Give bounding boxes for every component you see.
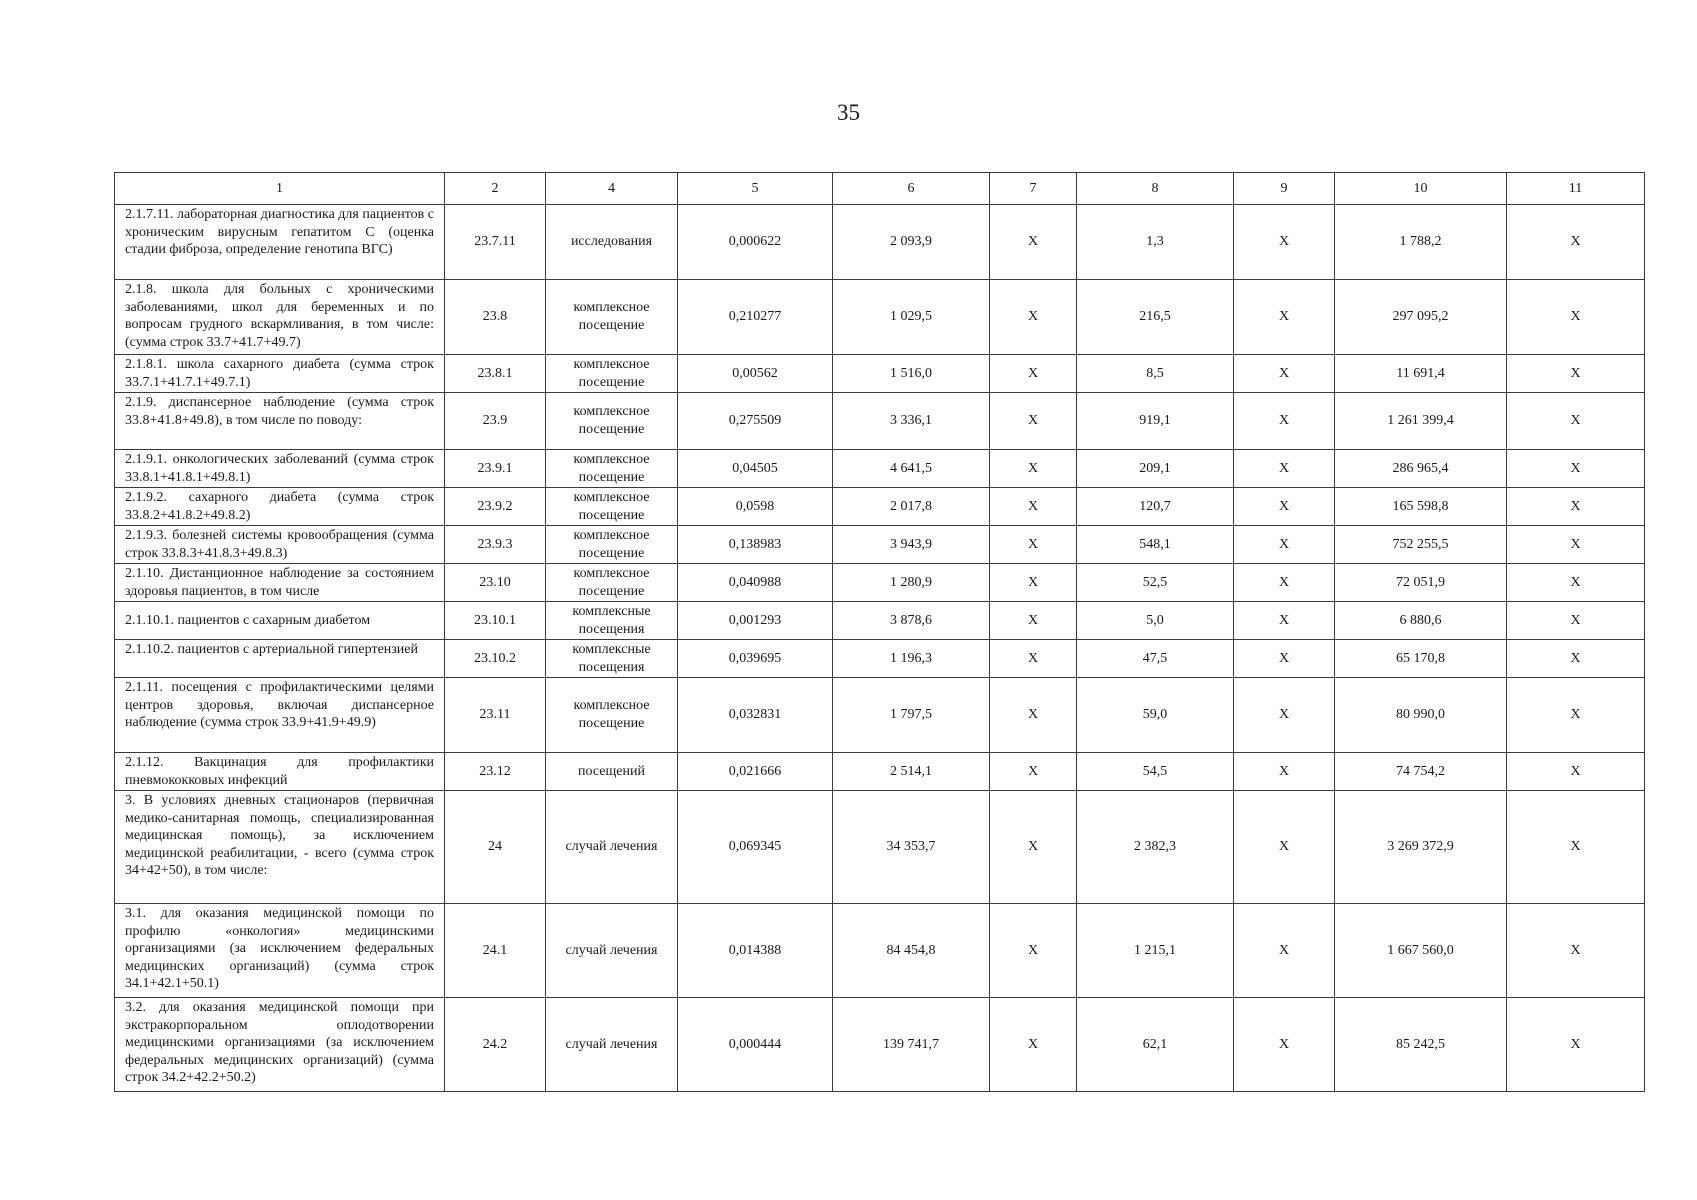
row-description: 2.1.10. Дистанционное наблюдение за состоянием здоровья пациентов, в том числе	[115, 564, 445, 602]
column-header: 9	[1234, 173, 1335, 205]
cell-col11: Х	[1507, 355, 1645, 393]
table-row	[115, 450, 1645, 488]
row-code: 24	[445, 791, 546, 904]
row-unit: случай лечения	[546, 791, 678, 904]
cell-col8: 2 382,3	[1077, 791, 1234, 904]
cell-col8: 548,1	[1077, 526, 1234, 564]
row-description: 2.1.9. диспансерное наблюдение (сумма строк 33.8+41.8+49.8), в том числе по поводу:	[115, 393, 445, 450]
row-description: 2.1.9.2. сахарного диабета (сумма строк 33.8.2+41.8.2+49.8.2)	[115, 488, 445, 526]
cell-col8: 62,1	[1077, 998, 1234, 1092]
column-header: 7	[990, 173, 1077, 205]
cell-col6: 1 196,3	[833, 640, 990, 678]
cell-col6: 2 514,1	[833, 753, 990, 791]
cell-col5: 0,001293	[678, 602, 833, 640]
cell-col6: 3 336,1	[833, 393, 990, 450]
cell-col9: Х	[1234, 450, 1335, 488]
cell-col9: Х	[1234, 205, 1335, 280]
cell-col11: Х	[1507, 602, 1645, 640]
data-table	[114, 172, 1645, 1092]
cell-col7: Х	[990, 753, 1077, 791]
row-unit: комплексное посещение	[546, 280, 678, 355]
table-row	[115, 602, 1645, 640]
cell-col10: 3 269 372,9	[1335, 791, 1507, 904]
cell-col8: 120,7	[1077, 488, 1234, 526]
cell-col8: 919,1	[1077, 393, 1234, 450]
row-code: 24.1	[445, 904, 546, 998]
cell-col8: 8,5	[1077, 355, 1234, 393]
row-code: 23.10.2	[445, 640, 546, 678]
row-description: 3. В условиях дневных стационаров (первичная медико-санитарная помощь, специализированная медицинская помощь), за исключением медицинской реабилитации, - всего (сумма строк 34+42+50), в том числе:	[115, 791, 445, 904]
cell-col11: Х	[1507, 450, 1645, 488]
cell-col10: 80 990,0	[1335, 678, 1507, 753]
row-description: 2.1.9.3. болезней системы кровообращения (сумма строк 33.8.3+41.8.3+49.8.3)	[115, 526, 445, 564]
column-header: 5	[678, 173, 833, 205]
cell-col7: Х	[990, 904, 1077, 998]
table-row	[115, 205, 1645, 280]
cell-col5: 0,032831	[678, 678, 833, 753]
cell-col9: Х	[1234, 640, 1335, 678]
cell-col9: Х	[1234, 280, 1335, 355]
cell-col7: Х	[990, 526, 1077, 564]
cell-col8: 52,5	[1077, 564, 1234, 602]
cell-col10: 1 261 399,4	[1335, 393, 1507, 450]
cell-col10: 1 788,2	[1335, 205, 1507, 280]
row-unit: посещений	[546, 753, 678, 791]
row-code: 23.9.2	[445, 488, 546, 526]
cell-col7: Х	[990, 355, 1077, 393]
cell-col11: Х	[1507, 526, 1645, 564]
row-description: 2.1.10.1. пациентов с сахарным диабетом	[115, 602, 445, 640]
row-description: 3.2. для оказания медицинской помощи при экстракорпоральном оплодотворении медицинскими организациями (за исключением федеральных медицинских организаций) (сумма строк 34.2+42.2+50.2)	[115, 998, 445, 1092]
row-code: 23.9.1	[445, 450, 546, 488]
column-header: 6	[833, 173, 990, 205]
cell-col5: 0,069345	[678, 791, 833, 904]
table-row	[115, 355, 1645, 393]
cell-col5: 0,00562	[678, 355, 833, 393]
cell-col9: Х	[1234, 753, 1335, 791]
table-row	[115, 753, 1645, 791]
row-unit: комплексное посещение	[546, 678, 678, 753]
page-number: 35	[837, 100, 860, 125]
row-description: 2.1.8.1. школа сахарного диабета (сумма строк 33.7.1+41.7.1+49.7.1)	[115, 355, 445, 393]
cell-col11: Х	[1507, 488, 1645, 526]
column-header: 10	[1335, 173, 1507, 205]
cell-col10: 6 880,6	[1335, 602, 1507, 640]
column-header: 4	[546, 173, 678, 205]
cell-col8: 1,3	[1077, 205, 1234, 280]
row-code: 23.12	[445, 753, 546, 791]
row-description: 2.1.10.2. пациентов с артериальной гипертензией	[115, 640, 445, 678]
table-row	[115, 488, 1645, 526]
row-unit: комплексное посещение	[546, 526, 678, 564]
table-row	[115, 998, 1645, 1092]
cell-col9: Х	[1234, 998, 1335, 1092]
cell-col11: Х	[1507, 640, 1645, 678]
cell-col6: 1 029,5	[833, 280, 990, 355]
row-unit: случай лечения	[546, 998, 678, 1092]
cell-col6: 3 878,6	[833, 602, 990, 640]
cell-col11: Х	[1507, 393, 1645, 450]
header-row	[115, 173, 1645, 205]
cell-col7: Х	[990, 488, 1077, 526]
cell-col8: 216,5	[1077, 280, 1234, 355]
cell-col5: 0,138983	[678, 526, 833, 564]
table-row	[115, 564, 1645, 602]
cell-col11: Х	[1507, 904, 1645, 998]
cell-col5: 0,000444	[678, 998, 833, 1092]
cell-col5: 0,021666	[678, 753, 833, 791]
row-unit: комплексное посещение	[546, 450, 678, 488]
cell-col5: 0,210277	[678, 280, 833, 355]
cell-col8: 47,5	[1077, 640, 1234, 678]
cell-col7: Х	[990, 678, 1077, 753]
row-unit: комплексное посещение	[546, 355, 678, 393]
cell-col5: 0,040988	[678, 564, 833, 602]
cell-col7: Х	[990, 998, 1077, 1092]
cell-col11: Х	[1507, 998, 1645, 1092]
cell-col10: 11 691,4	[1335, 355, 1507, 393]
cell-col6: 3 943,9	[833, 526, 990, 564]
cell-col6: 4 641,5	[833, 450, 990, 488]
row-description: 2.1.12. Вакцинация для профилактики пневмококковых инфекций	[115, 753, 445, 791]
row-description: 2.1.7.11. лабораторная диагностика для пациентов с хроническим вирусным гепатитом С (оценка стадии фиброза, определение генотипа ВГС)	[115, 205, 445, 280]
row-code: 23.8.1	[445, 355, 546, 393]
cell-col6: 84 454,8	[833, 904, 990, 998]
row-code: 23.10.1	[445, 602, 546, 640]
row-description: 2.1.11. посещения с профилактическими целями центров здоровья, включая диспансерное наблюдение (сумма строк 33.9+41.9+49.9)	[115, 678, 445, 753]
cell-col9: Х	[1234, 564, 1335, 602]
table-row	[115, 526, 1645, 564]
cell-col11: Х	[1507, 564, 1645, 602]
table-row	[115, 393, 1645, 450]
cell-col9: Х	[1234, 791, 1335, 904]
cell-col10: 165 598,8	[1335, 488, 1507, 526]
row-description: 2.1.8. школа для больных с хроническими заболеваниями, школ для беременных и по вопросам грудного вскармливания, в том числе: (сумма строк 33.7+41.7+49.7)	[115, 280, 445, 355]
cell-col7: Х	[990, 602, 1077, 640]
cell-col8: 5,0	[1077, 602, 1234, 640]
cell-col6: 1 516,0	[833, 355, 990, 393]
cell-col10: 752 255,5	[1335, 526, 1507, 564]
cell-col9: Х	[1234, 355, 1335, 393]
row-unit: комплексное посещение	[546, 564, 678, 602]
table-row	[115, 904, 1645, 998]
cell-col8: 59,0	[1077, 678, 1234, 753]
cell-col10: 85 242,5	[1335, 998, 1507, 1092]
row-unit: комплексные посещения	[546, 640, 678, 678]
cell-col5: 0,0598	[678, 488, 833, 526]
column-header: 1	[115, 173, 445, 205]
cell-col6: 139 741,7	[833, 998, 990, 1092]
cell-col11: Х	[1507, 678, 1645, 753]
row-code: 24.2	[445, 998, 546, 1092]
cell-col8: 1 215,1	[1077, 904, 1234, 998]
row-description: 3.1. для оказания медицинской помощи по профилю «онкология» медицинскими организациями (за исключением федеральных медицинских организаций) (сумма строк 34.1+42.1+50.1)	[115, 904, 445, 998]
column-header: 2	[445, 173, 546, 205]
cell-col11: Х	[1507, 205, 1645, 280]
table-row	[115, 280, 1645, 355]
cell-col9: Х	[1234, 526, 1335, 564]
cell-col9: Х	[1234, 393, 1335, 450]
table-row	[115, 640, 1645, 678]
cell-col10: 74 754,2	[1335, 753, 1507, 791]
cell-col9: Х	[1234, 904, 1335, 998]
row-code: 23.11	[445, 678, 546, 753]
row-code: 23.8	[445, 280, 546, 355]
row-unit: комплексное посещение	[546, 488, 678, 526]
cell-col6: 2 093,9	[833, 205, 990, 280]
cell-col7: Х	[990, 205, 1077, 280]
cell-col5: 0,275509	[678, 393, 833, 450]
cell-col8: 54,5	[1077, 753, 1234, 791]
cell-col10: 65 170,8	[1335, 640, 1507, 678]
row-unit: случай лечения	[546, 904, 678, 998]
cell-col11: Х	[1507, 791, 1645, 904]
cell-col7: Х	[990, 280, 1077, 355]
cell-col7: Х	[990, 393, 1077, 450]
column-header: 8	[1077, 173, 1234, 205]
cell-col10: 297 095,2	[1335, 280, 1507, 355]
cell-col7: Х	[990, 791, 1077, 904]
cell-col8: 209,1	[1077, 450, 1234, 488]
cell-col6: 2 017,8	[833, 488, 990, 526]
row-unit: исследования	[546, 205, 678, 280]
cell-col11: Х	[1507, 280, 1645, 355]
cell-col6: 1 280,9	[833, 564, 990, 602]
table-row	[115, 791, 1645, 904]
cell-col5: 0,04505	[678, 450, 833, 488]
row-code: 23.10	[445, 564, 546, 602]
cell-col6: 1 797,5	[833, 678, 990, 753]
cell-col6: 34 353,7	[833, 791, 990, 904]
cell-col7: Х	[990, 564, 1077, 602]
cell-col9: Х	[1234, 488, 1335, 526]
row-code: 23.9.3	[445, 526, 546, 564]
row-unit: комплексное посещение	[546, 393, 678, 450]
cell-col9: Х	[1234, 678, 1335, 753]
cell-col7: Х	[990, 640, 1077, 678]
row-code: 23.9	[445, 393, 546, 450]
cell-col5: 0,014388	[678, 904, 833, 998]
row-unit: комплексные посещения	[546, 602, 678, 640]
column-header: 11	[1507, 173, 1645, 205]
row-code: 23.7.11	[445, 205, 546, 280]
cell-col10: 72 051,9	[1335, 564, 1507, 602]
cell-col10: 1 667 560,0	[1335, 904, 1507, 998]
cell-col11: Х	[1507, 753, 1645, 791]
cell-col9: Х	[1234, 602, 1335, 640]
cell-col5: 0,000622	[678, 205, 833, 280]
cell-col5: 0,039695	[678, 640, 833, 678]
row-description: 2.1.9.1. онкологических заболеваний (сумма строк 33.8.1+41.8.1+49.8.1)	[115, 450, 445, 488]
cell-col10: 286 965,4	[1335, 450, 1507, 488]
cell-col7: Х	[990, 450, 1077, 488]
table-row	[115, 678, 1645, 753]
